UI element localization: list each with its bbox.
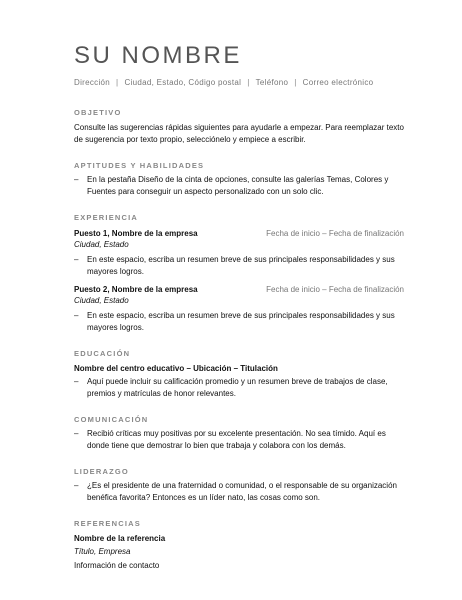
job-dates[interactable]: Fecha de inicio – Fecha de finalización bbox=[266, 285, 404, 294]
job-location[interactable]: Ciudad, Estado bbox=[74, 296, 129, 305]
job-bullet[interactable]: – En este espacio, escriba un resumen breve de sus principales responsabilidades y sus mayores logros. bbox=[74, 310, 406, 334]
communication-title: COMUNICACIÓN bbox=[74, 415, 149, 424]
contact-line bbox=[74, 78, 406, 87]
job-entry bbox=[74, 228, 406, 278]
leadership-section bbox=[74, 467, 406, 504]
contact-separator: | bbox=[116, 78, 119, 87]
leadership-bullet[interactable]: – ¿Es el presidente de una fraternidad o comunidad, o el responsable de su organización benéfica favorita? Entonces es un líder nato, las cosas como son. bbox=[74, 480, 406, 504]
objective-section bbox=[74, 108, 406, 146]
job-bullet[interactable]: – En este espacio, escriba un resumen breve de sus principales responsabilidades y sus mayores logros. bbox=[74, 254, 406, 278]
job-location[interactable]: Ciudad, Estado bbox=[74, 240, 129, 249]
job-title[interactable]: Puesto 2, Nombre de la empresa bbox=[74, 285, 198, 294]
education-bullet[interactable]: – Aquí puede incluir su calificación promedio y un resumen breve de trabajos de clase, premios y matrículas de honor relevantes. bbox=[74, 376, 406, 400]
communication-bullet[interactable]: – Recibió críticas muy positivas por su excelente presentación. No sea tímido. Aquí es donde tiene que demostrar lo bien que trabaja y colabora con los demás. bbox=[74, 428, 406, 452]
job-header bbox=[74, 228, 406, 239]
objective-title: OBJETIVO bbox=[74, 108, 122, 117]
reference-name[interactable]: Nombre de la referencia bbox=[74, 534, 166, 543]
contact-email[interactable]: Correo electrónico bbox=[302, 78, 374, 87]
experience-section bbox=[74, 213, 406, 334]
education-section bbox=[74, 349, 406, 400]
contact-separator: | bbox=[294, 78, 297, 87]
education-heading[interactable]: Nombre del centro educativo – Ubicación – Titulación bbox=[74, 364, 278, 373]
skills-section bbox=[74, 161, 406, 198]
contact-separator: | bbox=[247, 78, 250, 87]
contact-phone[interactable]: Teléfono bbox=[255, 78, 289, 87]
objective-text[interactable]: Consulte las sugerencias rápidas siguientes para ayudarle a empezar. Para reemplazar texto de sugerencia por texto propio, selecciónelo y empiece a escribir. bbox=[74, 123, 404, 144]
references-title: REFERENCIAS bbox=[74, 519, 141, 528]
job-title[interactable]: Puesto 1, Nombre de la empresa bbox=[74, 229, 198, 238]
education-title: EDUCACIÓN bbox=[74, 349, 131, 358]
experience-title: EXPERIENCIA bbox=[74, 213, 139, 222]
resume-name[interactable]: SU NOMBRE bbox=[74, 42, 242, 69]
contact-address[interactable]: Dirección bbox=[74, 78, 111, 87]
job-entry bbox=[74, 284, 406, 334]
skills-bullet[interactable]: – En la pestaña Diseño de la cinta de opciones, consulte las galerías Temas, Colores y Fuentes para conseguir un aspecto personalizado con un solo clic. bbox=[74, 174, 406, 198]
job-dates[interactable]: Fecha de inicio – Fecha de finalización bbox=[266, 229, 404, 238]
communication-section bbox=[74, 415, 406, 452]
contact-city[interactable]: Ciudad, Estado, Código postal bbox=[124, 78, 242, 87]
job-header bbox=[74, 284, 406, 295]
references-section bbox=[74, 519, 406, 572]
leadership-title: LIDERAZGO bbox=[74, 467, 129, 476]
reference-role[interactable]: Título, Empresa bbox=[74, 547, 131, 556]
reference-contact[interactable]: Información de contacto bbox=[74, 561, 160, 570]
skills-title: APTITUDES Y HABILIDADES bbox=[74, 161, 205, 170]
